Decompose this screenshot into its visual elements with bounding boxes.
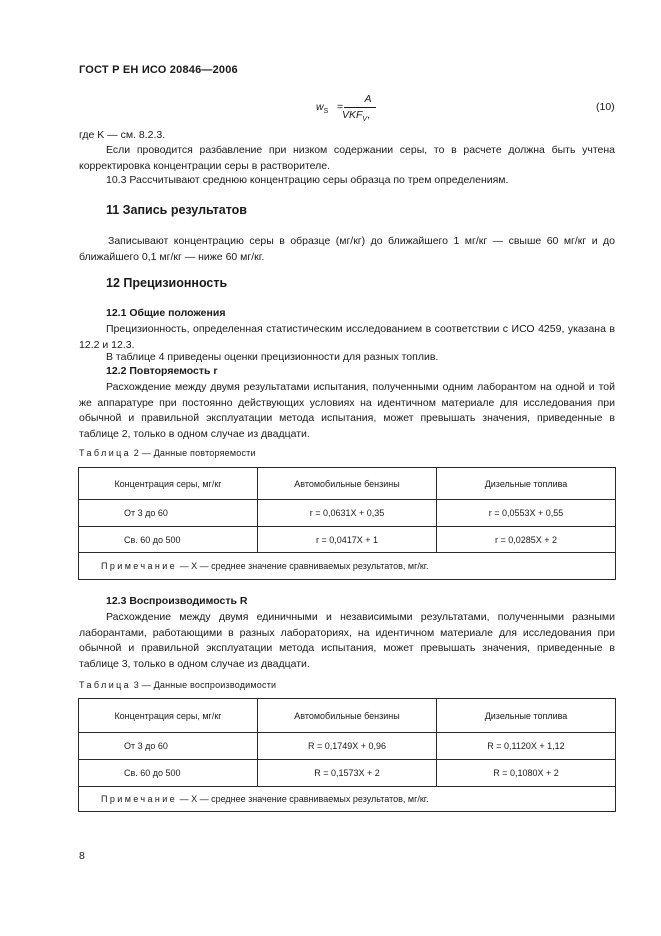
- formula-lhs: $w_S$: [316, 101, 329, 116]
- table-note-row: [79, 787, 616, 812]
- table-row: [79, 760, 616, 787]
- cell-concentration: Св. 60 до 500: [79, 527, 258, 553]
- cell-diesel: r = 0,0285X + 2: [437, 527, 616, 553]
- formula-equals: =: [337, 101, 344, 113]
- section-12-title: 12 Прецизионность: [106, 276, 228, 290]
- section-12-1-p1: Прецизионность, определенная статистическим исследованием в соответствии с ИСО 4259, указана в 12.2 и 12.3.: [79, 323, 615, 351]
- section-12-1-p2: В таблице 4 приведены оценки прецизионности для разных топлив.: [106, 351, 439, 363]
- cell-concentration: Св. 60 до 500: [79, 760, 258, 787]
- cell-gasoline: R = 0,1573X + 2: [258, 760, 437, 787]
- cell-gasoline: r = 0,0417X + 1: [258, 527, 437, 553]
- table-row: [79, 527, 616, 553]
- section-12-2-title: 12.2 Повторяемость r: [106, 365, 218, 377]
- header-concentration: Концентрация серы, мг/кг: [79, 699, 258, 733]
- table-3-note: Примечание — X — среднее значение сравниваемых результатов, мг/кг.: [79, 787, 616, 812]
- table-2-caption: Таблица 2 — Данные повторяемости: [79, 448, 256, 458]
- equation-number: (10): [596, 101, 615, 113]
- table-row: [79, 733, 616, 760]
- section-11-title: 11 Запись результатов: [106, 203, 247, 217]
- table-2-repeatability: [78, 467, 616, 580]
- header-gasoline: Автомобильные бензины: [258, 468, 437, 500]
- cell-diesel: R = 0,1080X + 2: [437, 760, 616, 787]
- formula-denominator: $VKF_V$,: [342, 109, 371, 124]
- cell-gasoline: R = 0,1749X + 0,96: [258, 733, 437, 760]
- header-diesel: Дизельные топлива: [437, 468, 616, 500]
- cell-diesel: R = 0,1120X + 1,12: [437, 733, 616, 760]
- cell-concentration: От 3 до 60: [79, 500, 258, 527]
- section-12-1-title: 12.1 Общие положения: [106, 307, 226, 319]
- document-header: ГОСТ Р ЕН ИСО 20846—2006: [79, 64, 238, 76]
- section-12-3-title: 12.3 Воспроизводимость R: [106, 595, 248, 607]
- table-3-reproducibility: [78, 698, 616, 812]
- formula-numerator: A: [364, 93, 372, 105]
- table-row: [79, 500, 616, 527]
- table-header-row: [79, 468, 616, 500]
- table-note-row: [79, 553, 616, 580]
- paragraph-10-3: 10.3 Рассчитывают среднюю концентрацию серы образца по трем определениям.: [106, 174, 509, 186]
- table-header-row: [79, 699, 616, 733]
- header-gasoline: Автомобильные бензины: [258, 699, 437, 733]
- section-12-3-body: Расхождение между двумя единичными и независимыми результатами, полученными разными лаборантами, работающими в разных лабораториях, на идентичном материале для исследования при обычной и правильной эксплуатации метода испытания, может превышать значения, приведенные в таблице 3, только в одном случае из двадцати.: [79, 611, 615, 670]
- table-3-caption: Таблица 3 — Данные воспроизводимости: [79, 680, 277, 690]
- cell-gasoline: r = 0,0631X + 0,35: [258, 500, 437, 527]
- dilution-paragraph: Если проводится разбавление при низком содержании серы, то в расчете должна быть учтена корректировка концентрации серы в растворителе.: [79, 144, 615, 172]
- cell-concentration: От 3 до 60: [79, 733, 258, 760]
- table-2-note: Примечание — X — среднее значение сравниваемых результатов, мг/кг.: [79, 553, 616, 580]
- section-12-2-body: Расхождение между двумя результатами испытания, полученными одним лаборантом на одной и той же аппаратуре при постоянно действующих условиях на идентичном материале для исследования при обычной и правильной эксплуатации метода испытания, может превышать значения, приведенные в таблице 2, только в одном случае из двадцати.: [79, 381, 615, 440]
- section-11-body: Записывают концентрацию серы в образце (мг/кг) до ближайшего 1 мг/кг — свыше 60 мг/кг и до ближайшего 0,1 мг/кг — ниже 60 мг/кг.: [79, 235, 615, 263]
- header-diesel: Дизельные топлива: [437, 699, 616, 733]
- cell-diesel: r = 0,0553X + 0,55: [437, 500, 616, 527]
- where-k-text: где K — см. 8.2.3.: [79, 129, 166, 141]
- page-number: 8: [79, 850, 85, 862]
- fraction-bar: [344, 107, 376, 108]
- formula-10: [316, 93, 426, 125]
- header-concentration: Концентрация серы, мг/кг: [79, 468, 258, 500]
